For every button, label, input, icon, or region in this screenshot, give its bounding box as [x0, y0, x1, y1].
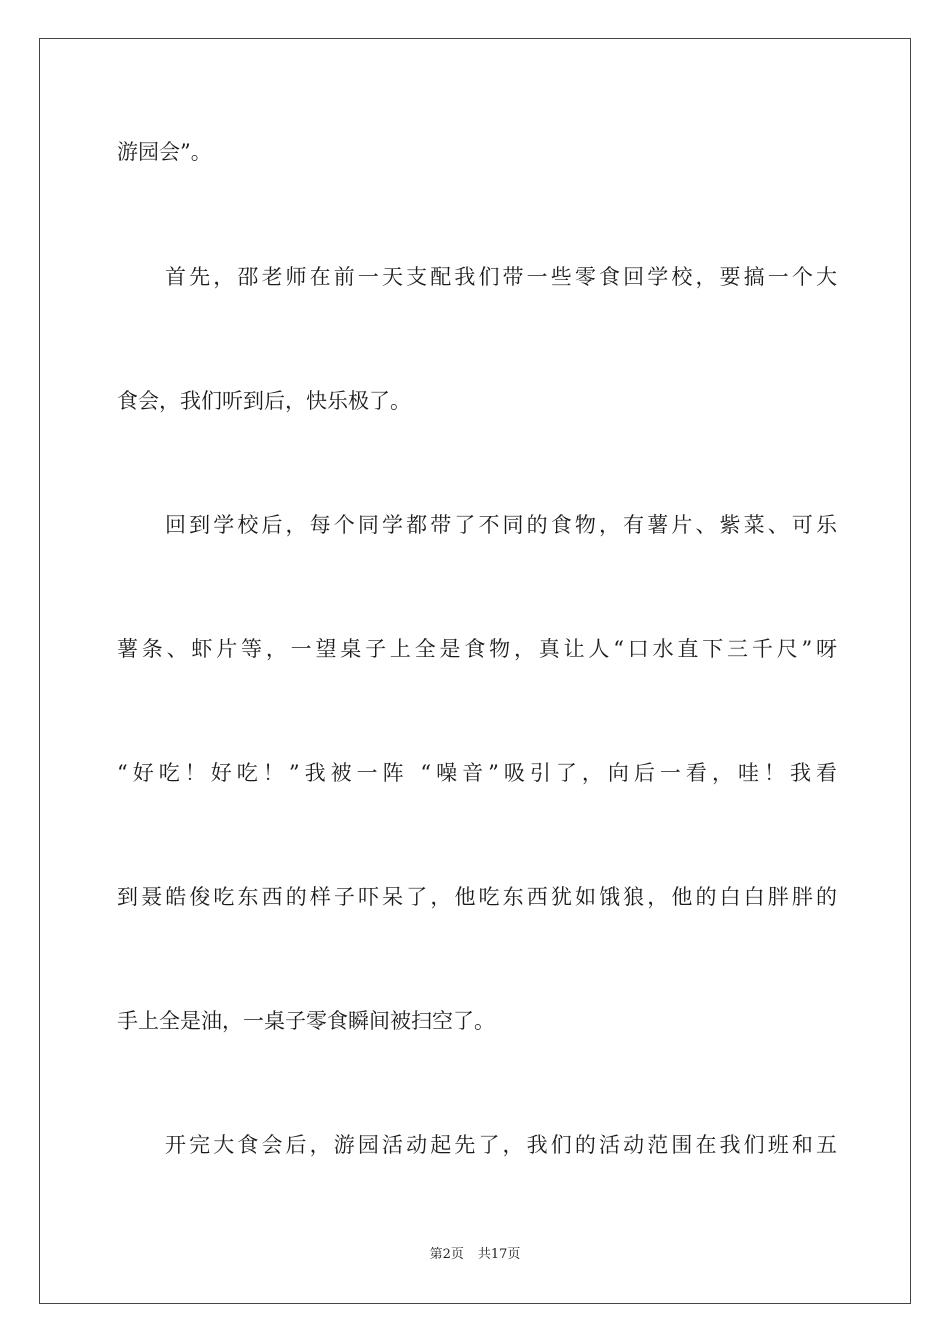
page-total: 共17页 [477, 1247, 521, 1262]
text-line-6: “好吃！好吃！”我被一阵 “噪音”吸引了，向后一看，哇！我看 [117, 761, 837, 785]
text-line-5: 薯条、虾片等，一望桌子上全是食物，真让人“口水直下三千尺”呀 [117, 637, 837, 661]
text-line-3: 食会，我们听到后，快乐极了。 [117, 389, 411, 413]
page-footer [0, 1246, 950, 1264]
page-number: 第2页 [429, 1247, 464, 1262]
text-line-8: 手上全是油，一桌子零食瞬间被扫空了。 [117, 1009, 495, 1033]
text-line-7: 到聂皓俊吃东西的样子吓呆了，他吃东西犹如饿狼，他的白白胖胖的 [117, 885, 837, 909]
text-line-2: 首先，邵老师在前一天支配我们带一些零食回学校，要搞一个大 [165, 265, 837, 289]
text-line-1: 游园会”。 [117, 140, 212, 164]
text-line-4: 回到学校后，每个同学都带了不同的食物，有薯片、紫菜、可乐 [165, 513, 837, 537]
text-line-9: 开完大食会后，游园活动起先了，我们的活动范围在我们班和五 [165, 1133, 837, 1157]
page-border [39, 38, 911, 1304]
